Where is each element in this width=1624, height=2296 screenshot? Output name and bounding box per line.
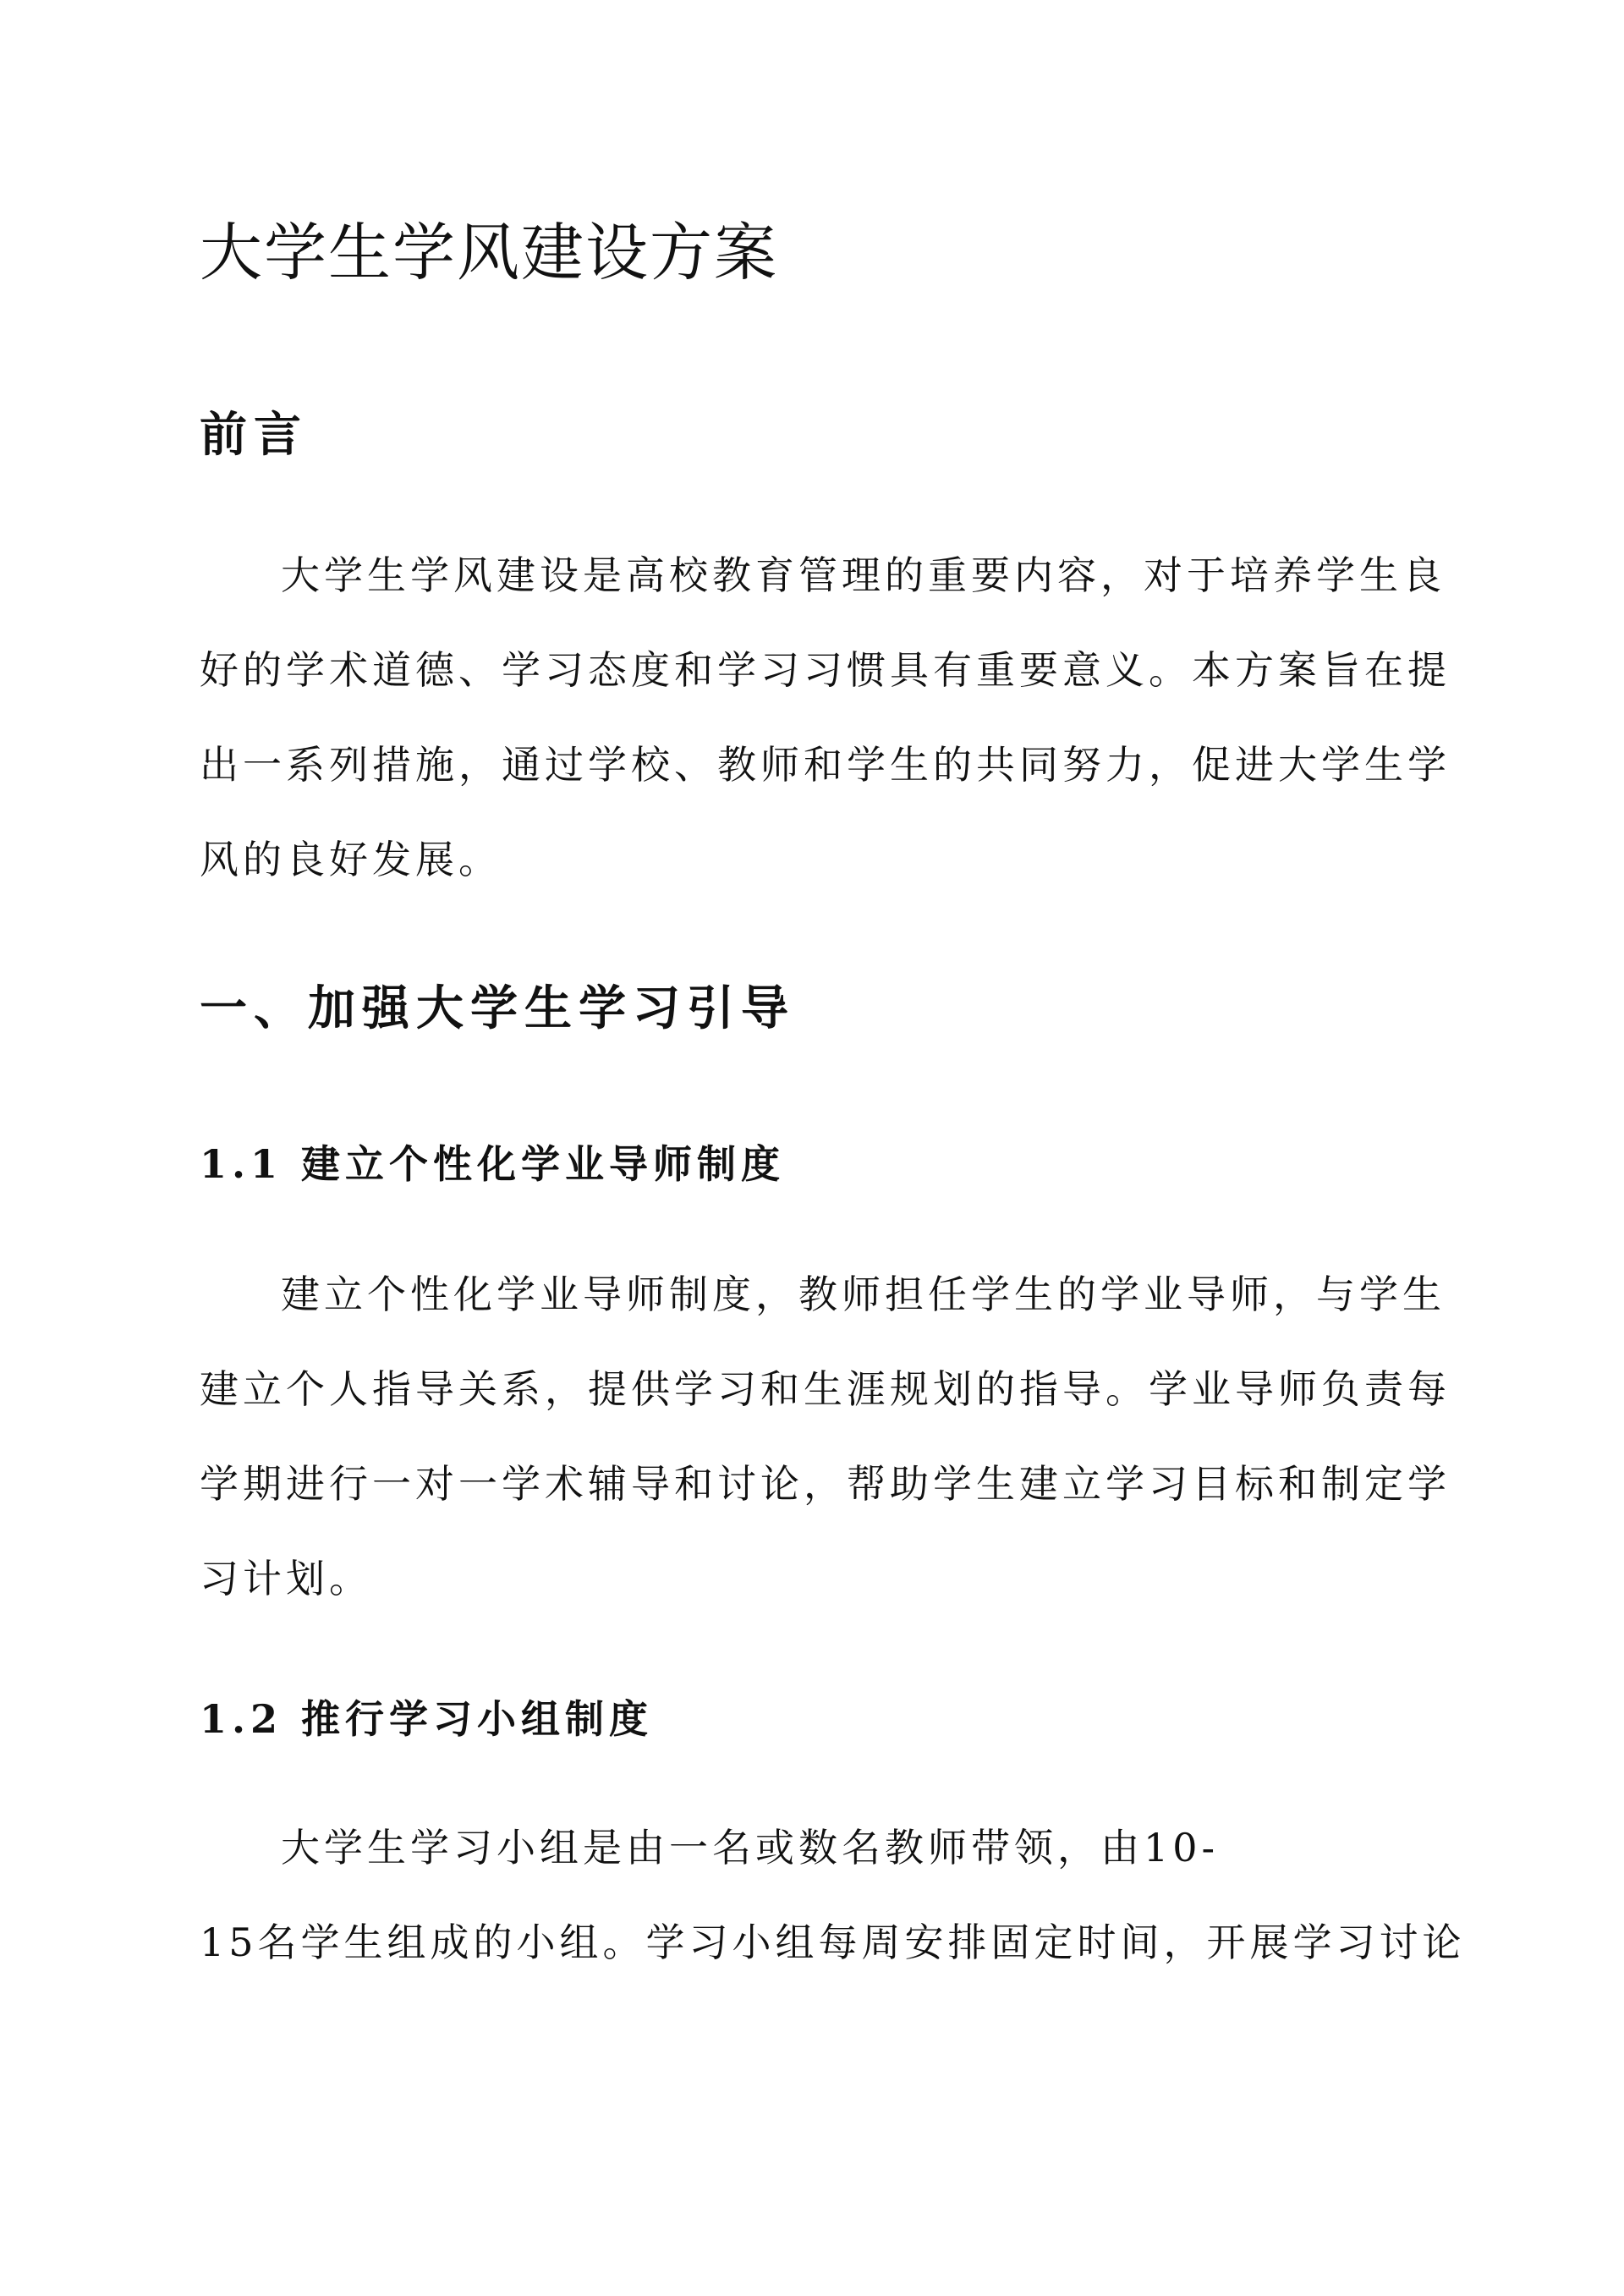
section-1-heading: 一、加强大学生学习引导 <box>200 980 795 1036</box>
subsection-1-1-heading: 1.1 建立个性化学业导师制度 <box>200 1141 786 1187</box>
paragraph-line: 建立个人指导关系，提供学习和生涯规划的指导。学业导师负责每 <box>200 1366 1451 1412</box>
paragraph-line: 建立个性化学业导师制度，教师担任学生的学业导师，与学生 <box>281 1272 1446 1317</box>
preface-paragraph <box>200 528 1451 907</box>
document-title: 大学生学风建设方案 <box>200 217 778 289</box>
subsection-1-1-paragraph <box>200 1247 1451 1626</box>
subsection-1-2-heading: 1.2 推行学习小组制度 <box>200 1696 654 1742</box>
subsection-1-2-paragraph <box>200 1800 1466 1990</box>
preface-heading: 前言 <box>200 407 308 463</box>
paragraph-line: 大学生学习小组是由一名或数名教师带领，由10- <box>281 1825 1220 1870</box>
paragraph-line: 学期进行一对一学术辅导和讨论，帮助学生建立学习目标和制定学 <box>200 1461 1451 1507</box>
paragraph-line: 大学生学风建设是高校教育管理的重要内容，对于培养学生良 <box>281 552 1446 598</box>
paragraph-line: 出一系列措施，通过学校、教师和学生的共同努力，促进大学生学 <box>200 742 1451 788</box>
paragraph-line: 15名学生组成的小组。学习小组每周安排固定时间，开展学习讨论 <box>200 1920 1466 1965</box>
paragraph-line: 风的良好发展。 <box>200 837 502 882</box>
paragraph-line: 好的学术道德、学习态度和学习习惯具有重要意义。本方案旨在提 <box>200 647 1451 693</box>
paragraph-line: 习计划。 <box>200 1556 372 1601</box>
